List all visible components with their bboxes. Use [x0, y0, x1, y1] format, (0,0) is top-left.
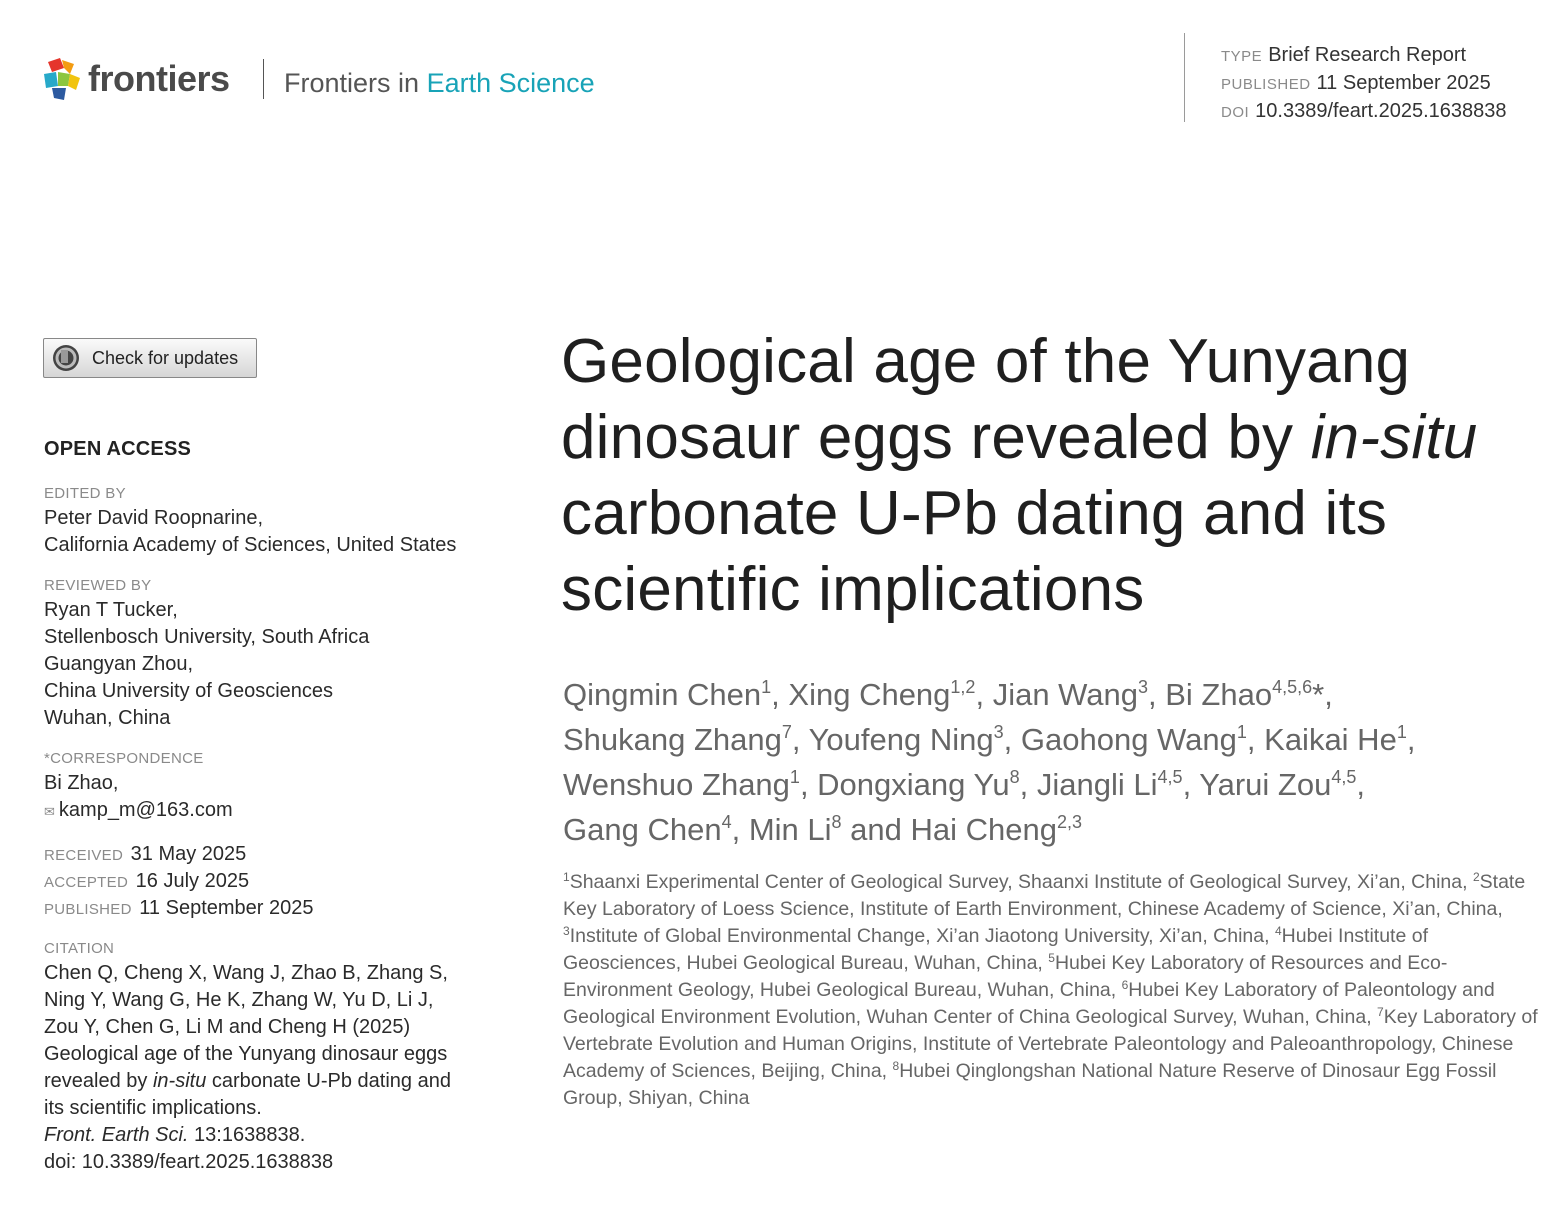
meta-divider: [1184, 33, 1185, 122]
correspondence-name: Bi Zhao,: [44, 772, 119, 794]
frontiers-logo-icon: [44, 58, 80, 100]
affiliation-text: Hubei Qinglongshan National Nature Reserve of Dinosaur Egg Fossil Group, Shiyan, China: [563, 1060, 1497, 1109]
citation-section: [44, 938, 514, 1176]
affiliation-text: Hubei Key Laboratory of Resources and Eco-Environment Geology, Hubei Geological Bureau, Wuhan, China,: [563, 952, 1448, 1001]
author-affiliation-mark: 1: [1396, 722, 1407, 742]
reviewed-by-label: REVIEWED BY: [44, 577, 152, 594]
affiliation-number: 6: [1121, 978, 1129, 992]
check-updates-label: Check for updates: [92, 347, 239, 368]
author-name[interactable]: Kaikai He: [1264, 722, 1397, 757]
affiliation-number: 7: [1377, 1005, 1384, 1019]
sidebar: [44, 438, 514, 1192]
author-name[interactable]: Yarui Zou: [1199, 767, 1332, 802]
author-name[interactable]: Bi Zhao: [1165, 677, 1273, 712]
affiliation-text: State Key Laboratory of Loess Science, Institute of Earth Environment, Chinese Academy of Science, Xi’an, China,: [563, 871, 1526, 920]
citation-doi[interactable]: doi: 10.3389/feart.2025.1638838: [44, 1151, 334, 1173]
author-affiliation-mark: 3: [993, 722, 1004, 742]
meta-published: PUBLISHED 11 September 2025: [1221, 72, 1491, 94]
correspondence-section: [44, 748, 514, 825]
journal-prefix: Frontiers in: [284, 68, 420, 98]
author-affiliation-mark: 8: [831, 812, 842, 832]
header-divider: [263, 59, 264, 99]
author-separator: ,: [1019, 767, 1037, 802]
reviewer-name: Ryan T Tucker,: [44, 599, 178, 621]
affiliation-text: Hubei Key Laboratory of Paleontology and Geological Environment Evolution, Wuhan Center of China Geological Survey, Wuhan, China,: [563, 979, 1495, 1028]
correspondence-label: *CORRESPONDENCE: [44, 750, 204, 767]
author-affiliation-mark: 4: [721, 812, 732, 832]
author-affiliation-mark: 8: [1009, 767, 1020, 787]
article-title: [561, 324, 1551, 628]
affiliation-list: [563, 869, 1543, 1112]
author-name[interactable]: Youfeng Ning: [808, 722, 994, 757]
author-affiliation-mark: 3: [1138, 677, 1149, 697]
author-name[interactable]: Wenshuo Zhang: [563, 767, 790, 802]
author-separator: ,: [1324, 677, 1333, 712]
author-name[interactable]: Jian Wang: [992, 677, 1138, 712]
author-list: [563, 672, 1543, 852]
affiliation-number: 5: [1048, 951, 1055, 965]
reviewer-affiliation: Stellenbosch University, South Africa: [44, 626, 370, 648]
affiliation-number: 8: [892, 1059, 900, 1073]
published-date: PUBLISHED 11 September 2025: [44, 897, 314, 919]
author-separator: ,: [791, 722, 809, 757]
dates-section: [44, 841, 514, 922]
reviewed-by-section: [44, 575, 514, 732]
mail-icon: ✉: [44, 804, 55, 819]
author-affiliation-mark: 1: [761, 677, 772, 697]
author-separator: ,: [799, 767, 818, 802]
reviewer-name: Guangyan Zhou,: [44, 653, 193, 675]
title-line: Geological age of the Yunyang: [561, 327, 1411, 396]
affiliation-number: 2: [1472, 870, 1480, 884]
open-access-label: OPEN ACCESS: [44, 438, 192, 460]
title-line: scientific implications: [561, 555, 1145, 624]
affiliation-text: Key Laboratory of Vertebrate Evolution and Human Origins, Institute of Vertebrate Paleontology and Paleoanthropology, Chinese Academy of Sciences, Beijing, China,: [563, 1006, 1538, 1082]
citation-line: Chen Q, Cheng X, Wang J, Zhao B, Zhang S,: [44, 962, 448, 984]
editor-affiliation: California Academy of Sciences, United States: [44, 534, 457, 556]
citation-line: its scientific implications.: [44, 1097, 262, 1119]
citation-line: Ning Y, Wang G, He K, Zhang W, Yu D, Li J,: [44, 989, 434, 1011]
title-line: carbonate U-Pb dating and its: [561, 479, 1388, 548]
author-affiliation-mark: 4,5: [1157, 767, 1183, 787]
affiliation-number: 4: [1274, 924, 1282, 938]
citation-label: CITATION: [44, 940, 115, 957]
author-name[interactable]: Shukang Zhang: [563, 722, 782, 757]
reviewer-affiliation: Wuhan, China: [44, 707, 171, 729]
author-affiliation-mark: 1,2: [950, 677, 976, 697]
citation-line: revealed by in-situ carbonate U-Pb dating and: [44, 1070, 451, 1092]
author-name[interactable]: Gaohong Wang: [1020, 722, 1237, 757]
author-separator: ,: [771, 677, 789, 712]
journal-name: [284, 66, 595, 100]
received-date: RECEIVED 31 May 2025: [44, 843, 247, 865]
author-name[interactable]: Hai Cheng: [910, 812, 1057, 847]
accepted-date: ACCEPTED 16 July 2025: [44, 870, 250, 892]
journal-title: Earth Science: [426, 68, 595, 98]
title-line: dinosaur eggs revealed by in-situ: [561, 403, 1478, 472]
author-name[interactable]: Dongxiang Yu: [817, 767, 1010, 802]
author-name[interactable]: Min Li: [748, 812, 832, 847]
meta-type: TYPE Brief Research Report: [1221, 44, 1467, 66]
affiliation-text: Shaanxi Experimental Center of Geological Survey, Shaanxi Institute of Geological Survey, Xi’an, China,: [569, 871, 1473, 893]
check-updates-button[interactable]: [43, 338, 257, 378]
author-affiliation-mark: 4,5: [1331, 767, 1357, 787]
correspondence-email-row: [44, 797, 514, 825]
crossmark-icon: [52, 344, 80, 372]
corresponding-mark: *: [1312, 677, 1325, 712]
author-separator: and: [841, 812, 911, 847]
author-affiliation-mark: 2,3: [1056, 812, 1082, 832]
author-separator: ,: [1148, 677, 1166, 712]
author-affiliation-mark: 1: [1236, 722, 1247, 742]
author-affiliation-mark: 4,5,6: [1272, 677, 1313, 697]
reviewer-affiliation: China University of Geosciences: [44, 680, 334, 702]
author-name[interactable]: Gang Chen: [563, 812, 722, 847]
affiliation-number: 3: [563, 924, 570, 938]
affiliation-text: Institute of Global Environmental Change, Xi’an Jiaotong University, Xi’an, China,: [569, 925, 1275, 947]
correspondence-email[interactable]: kamp_m@163.com: [58, 799, 233, 821]
citation-journal: Front. Earth Sci. 13:1638838.: [44, 1124, 306, 1146]
editor-name: Peter David Roopnarine,: [44, 507, 264, 529]
edited-by-label: EDITED BY: [44, 485, 126, 502]
affiliation-number: 1: [563, 870, 570, 884]
author-separator: ,: [1182, 767, 1200, 802]
author-separator: ,: [731, 812, 749, 847]
author-separator: ,: [1246, 722, 1265, 757]
meta-doi: DOI 10.3389/feart.2025.1638838: [1221, 100, 1507, 122]
author-separator: ,: [1356, 767, 1365, 802]
brand-name: frontiers: [88, 58, 230, 99]
article-meta: [1221, 42, 1507, 126]
author-separator: ,: [975, 677, 993, 712]
doi-link[interactable]: 10.3389/feart.2025.1638838: [1255, 100, 1507, 122]
author-separator: ,: [1003, 722, 1021, 757]
citation-line: Zou Y, Chen G, Li M and Cheng H (2025): [44, 1016, 411, 1038]
author-name[interactable]: Jiangli Li: [1036, 767, 1158, 802]
author-name[interactable]: Qingmin Chen: [563, 677, 762, 712]
author-separator: ,: [1406, 722, 1416, 757]
affiliation-text: Hubei Institute of Geosciences, Hubei Geological Bureau, Wuhan, China,: [563, 925, 1428, 974]
citation-line: Geological age of the Yunyang dinosaur eggs: [44, 1043, 448, 1065]
edited-by-section: [44, 483, 514, 559]
author-affiliation-mark: 7: [781, 722, 792, 742]
author-affiliation-mark: 1: [789, 767, 800, 787]
author-name[interactable]: Xing Cheng: [788, 677, 951, 712]
